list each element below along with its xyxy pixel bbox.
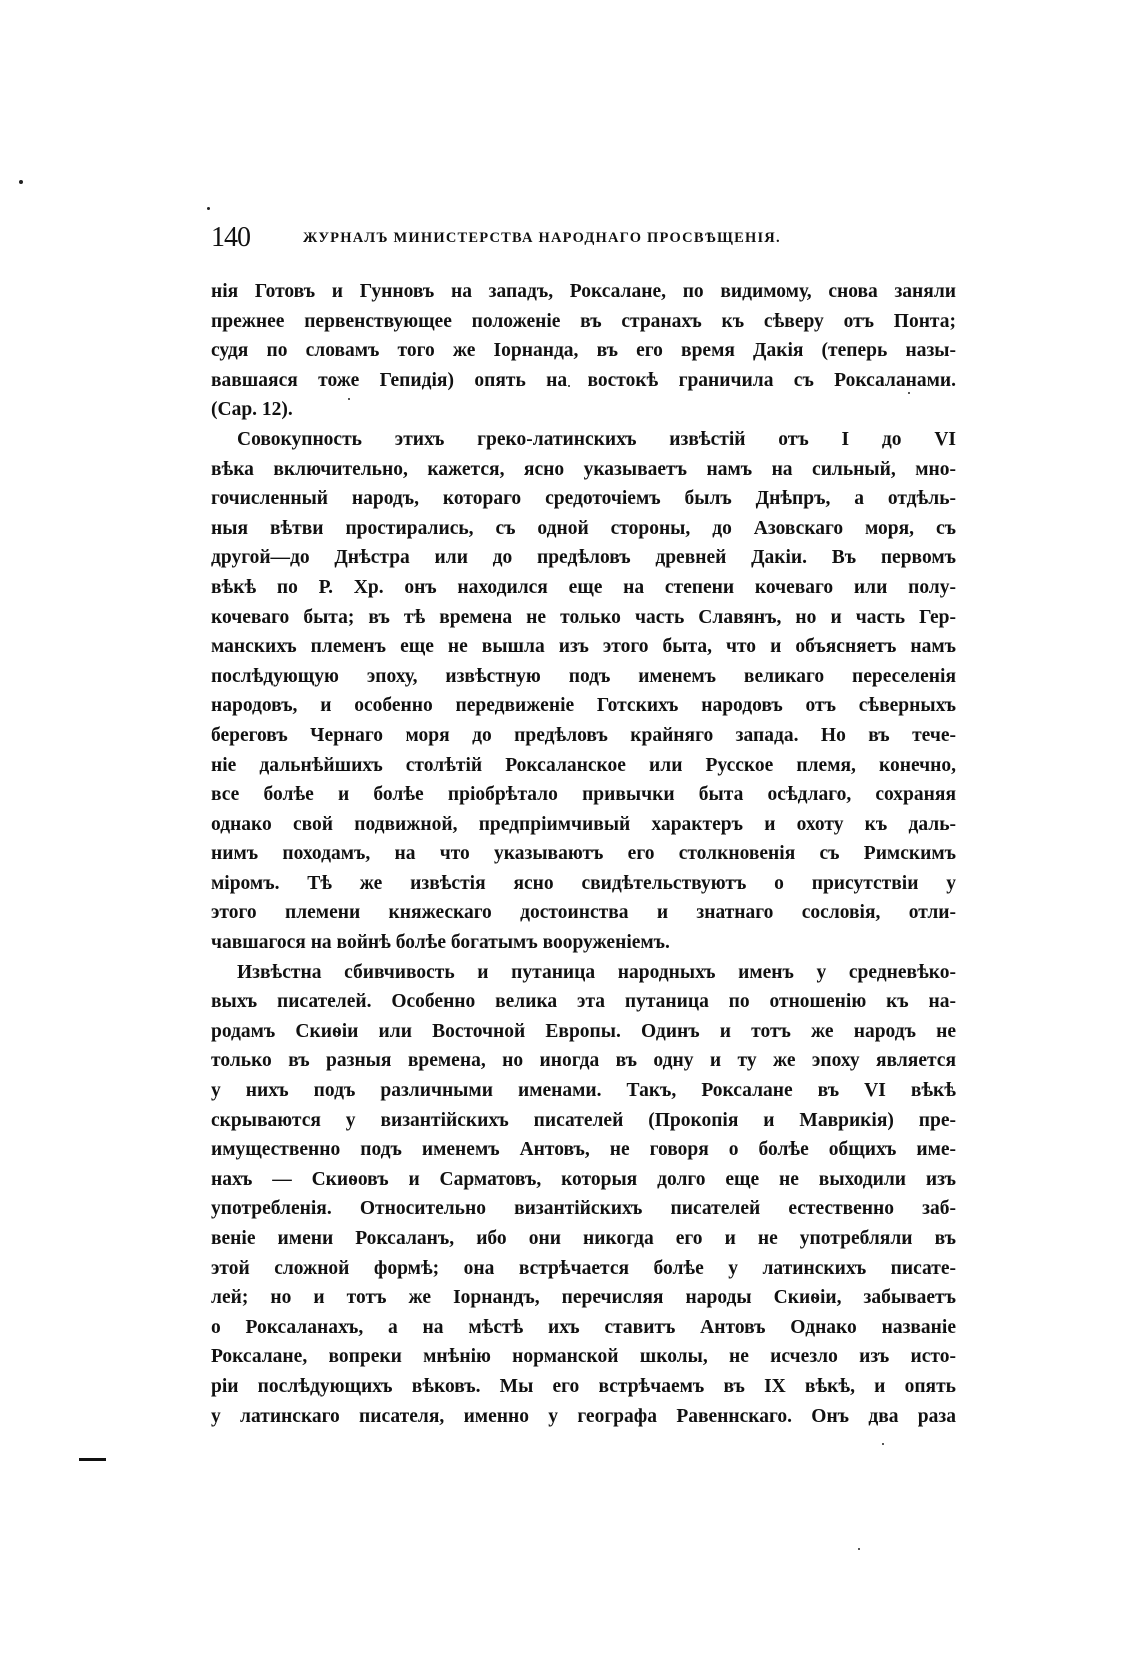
text-line: нахъ — Скиѳовъ и Сарматовъ, которыя долго еще не выходили изъ (211, 1168, 956, 1190)
text-line: Совокупность этихъ греко-латинскихъ извѣстій отъ I до VI (237, 428, 956, 450)
text-line: береговъ Чернаго моря до предѣловъ крайняго запада. Но въ тече- (211, 724, 956, 746)
body-text (211, 277, 956, 1431)
text-line: нія Готовъ и Гунновъ на западъ, Роксалане, по видимому, снова заняли (211, 281, 956, 302)
text-line: у латинскаго писателя, именно у географа Равеннскаго. Онъ два раза (211, 1405, 956, 1427)
text-line: однако свой подвижной, предпріимчивый характеръ и охоту къ даль- (211, 813, 956, 835)
text-line: все болѣе и болѣе пріобрѣтало привычки быта осѣдлаго, сохраняя (211, 784, 956, 806)
text-line: чавшагося на войнѣ болѣе богатымъ вооруженіемъ. (211, 932, 670, 954)
text-line: вѣка включительно, кажется, ясно указываетъ намъ на сильный, мно- (211, 458, 956, 480)
page-header (211, 222, 961, 262)
text-line: употребленія. Относительно византійскихъ писателей естественно заб- (211, 1198, 956, 1220)
speck-mark (882, 1443, 884, 1445)
text-line: родамъ Скиѳіи или Восточной Европы. Одинъ и тотъ же народъ не (211, 1020, 956, 1042)
text-line: судя по словамъ того же Іорнанда, въ его время Дакія (теперь назы- (211, 340, 956, 362)
text-line: вавшаяся тоже Гепидія) опять на востокѣ граничила съ Роксаланами. (211, 369, 956, 391)
text-line: ніе дальнѣйшихъ столѣтій Роксаланское или Русское племя, конечно, (211, 754, 956, 776)
page-number: 140 (211, 222, 250, 253)
text-line: выхъ писателей. Особенно велика эта путаница по отношенію къ на- (211, 991, 956, 1013)
text-line: у нихъ подъ различными именами. Такъ, Роксалане въ VI вѣкѣ (211, 1080, 956, 1102)
text-line: этой сложной формѣ; она встрѣчается болѣе у латинскихъ писате- (211, 1257, 956, 1279)
text-line: имущественно подъ именемъ Антовъ, не говоря о болѣе общихъ име- (211, 1139, 956, 1161)
text-line: (Cap. 12). (211, 399, 293, 421)
text-line: о Роксаланахъ, а на мѣстѣ ихъ ставитъ Антовъ Однако названіе (211, 1316, 956, 1338)
text-line: кочеваго быта; въ тѣ времена не только часть Славянъ, но и часть Гер- (211, 606, 956, 628)
paragraph-3 (211, 958, 956, 1432)
speck-mark (858, 1548, 860, 1550)
paragraph-1 (211, 277, 956, 425)
text-line: веніе имени Роксаланъ, ибо они никогда его и не употребляли въ (211, 1228, 956, 1249)
text-line: міромъ. Тѣ же извѣстія ясно свидѣтельствуютъ о присутствіи у (211, 872, 956, 894)
text-line: Извѣстна сбивчивость и путаница народныхъ именъ у средневѣко- (237, 961, 956, 983)
margin-dot-mark (19, 180, 23, 184)
text-line: послѣдующую эпоху, извѣстную подъ именемъ великаго переселенія (211, 665, 956, 687)
running-title: ЖУРНАЛЪ МИНИСТЕРСТВА НАРОДНАГО ПРОСВѢЩЕНІЯ. (303, 230, 781, 246)
margin-dash-mark (79, 1458, 106, 1461)
text-line: прежнее первенствующее положеніе въ странахъ къ сѣверу отъ Понта; (211, 310, 956, 332)
text-line: гочисленный народъ, котораго средоточіемъ былъ Днѣпръ, а отдѣль- (211, 488, 956, 510)
paragraph-2 (211, 425, 956, 958)
text-line: народовъ, и особенно передвиженіе Готскихъ народовъ отъ сѣверныхъ (211, 695, 956, 717)
text-line: Роксалане, вопреки мнѣнію норманской школы, не исчезло изъ исто- (211, 1346, 956, 1368)
text-line: нимъ походамъ, на что указываютъ его столкновенія съ Римскимъ (211, 843, 956, 865)
text-line: лей; но и тотъ же Іорнандъ, перечисляя народы Скиѳіи, забываетъ (211, 1287, 956, 1309)
text-line: манскихъ племенъ еще не вышла изъ этого быта, что и объясняетъ намъ (211, 636, 956, 658)
text-line: другой—до Днѣстра или до предѣловъ древней Дакіи. Въ первомъ (211, 547, 956, 569)
text-line: только въ разныя времена, но иногда въ одну и ту же эпоху является (211, 1050, 956, 1072)
text-line: вѣкѣ по Р. Хр. онъ находился еще на степени кочеваго или полу- (211, 576, 956, 598)
speck-mark (207, 207, 210, 210)
text-line: этого племени княжескаго достоинства и знатнаго сословія, отли- (211, 902, 956, 924)
text-line: ныя вѣтви простирались, съ одной стороны, до Азовскаго моря, съ (211, 517, 956, 539)
text-line: скрываются у византійскихъ писателей (Прокопія и Маврикія) пре- (211, 1109, 956, 1131)
text-line: ріи послѣдующихъ вѣковъ. Мы его встрѣчаемъ въ IX вѣкѣ, и опять (211, 1375, 956, 1397)
